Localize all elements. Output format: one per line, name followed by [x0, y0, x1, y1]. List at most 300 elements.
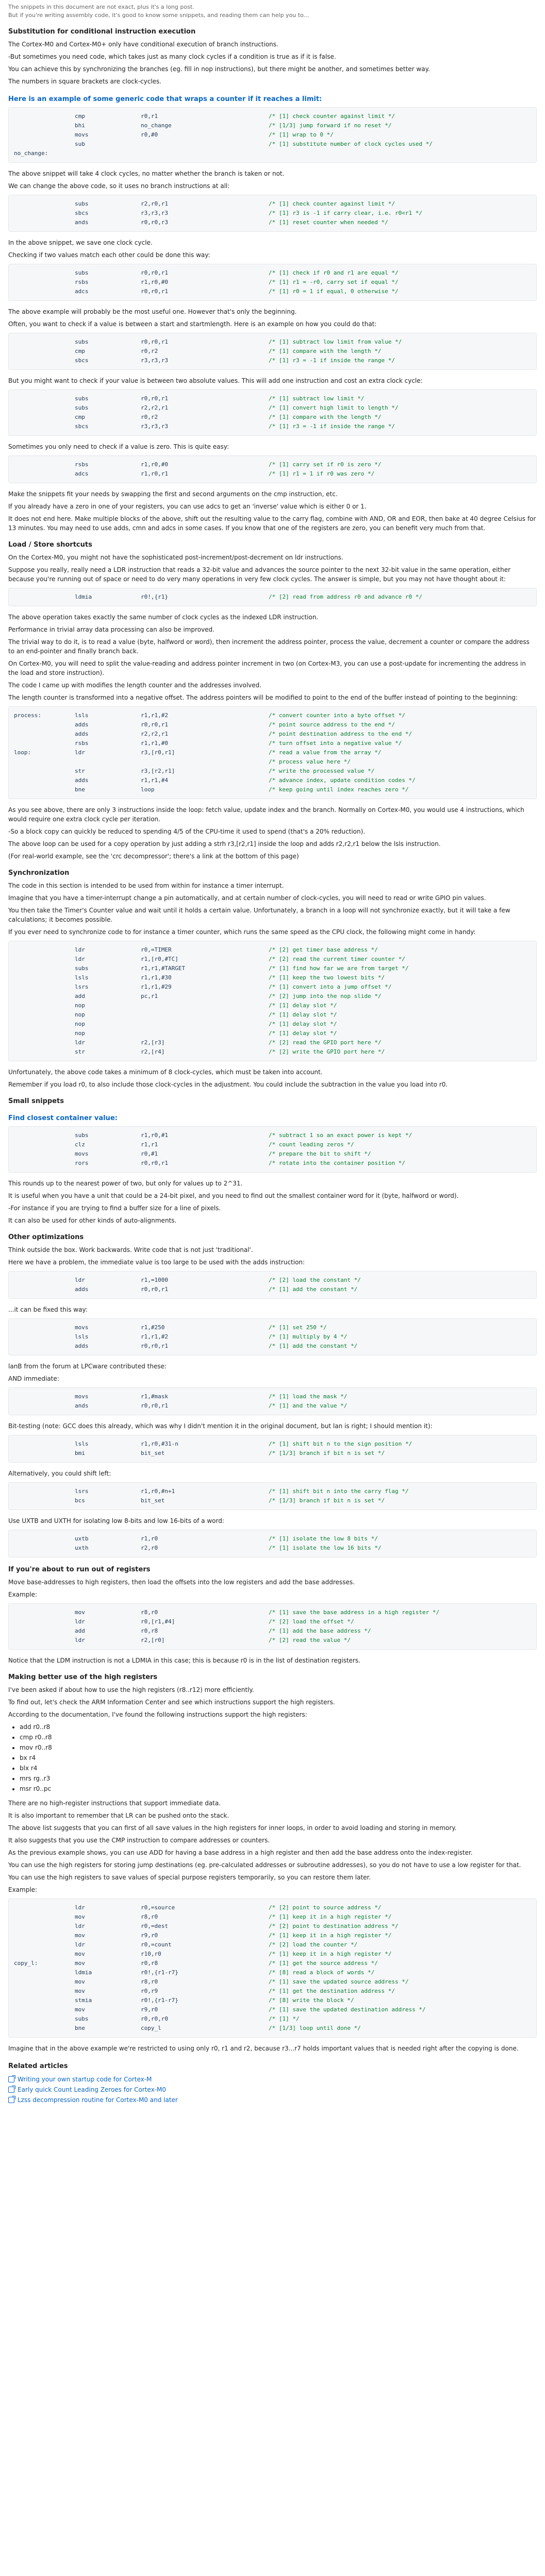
code-op: bhi	[75, 122, 85, 129]
code-label	[14, 2024, 71, 2033]
code-comment: /* subtract 1 so an exact power is kept */	[269, 1132, 412, 1139]
list-item: • mov r0..r8	[20, 1743, 537, 1752]
code-comment: /* [2] load the counter */	[269, 1941, 358, 1948]
code-comment: /* convert counter into a byte offset */	[269, 712, 405, 719]
document	[8, 0, 537, 2105]
code-label	[14, 1487, 71, 1496]
paragraph: The code in this section is intended to be used from within for instance a timer interrupt.	[8, 882, 284, 889]
paragraph: Performance in trivial array data processing can also be improved.	[8, 626, 214, 633]
code-op: adcs	[75, 470, 89, 477]
code-args: r3,[r2,r1]	[141, 768, 175, 774]
code-line	[14, 592, 531, 602]
external-link-icon	[8, 2087, 14, 2093]
code-label	[14, 1323, 71, 1332]
paragraph: According to the documentation, I've found the following instructions support the high registers:	[8, 1711, 307, 1718]
code-comment: /* [1] r3 = -1 if inside the range */	[269, 357, 395, 364]
code-comment: /* rotate into the container position */	[269, 1160, 405, 1166]
code-args	[141, 1029, 265, 1038]
code-op: mov	[75, 1932, 85, 1939]
paragraph: If you ever need to synchronize code to for instance a timer counter, which runs the same speed as the CPU clock, the following might come in handy:	[8, 928, 476, 936]
code-line	[14, 1449, 531, 1458]
code-op: movs	[75, 1393, 89, 1400]
code-op: mov	[75, 1913, 85, 1920]
code-block	[8, 1482, 537, 1510]
code-comment: /* [1] delay slot */	[269, 1002, 337, 1009]
code-label	[14, 1159, 71, 1168]
paragraph: Unfortunately, the above code takes a minimum of 8 clock-cycles, which must be taken into account.	[8, 1069, 323, 1076]
code-line	[14, 1001, 531, 1010]
code-line	[14, 964, 531, 973]
code-op: bne	[75, 2025, 85, 2031]
paragraph: You can achieve this by synchronizing the branches (eg. fill in nop instructions), but there might be another, and sometimes better way.	[8, 65, 430, 73]
code-line	[14, 413, 531, 422]
code-args: r0!,{r1-r7}	[141, 1969, 178, 1976]
paragraph: You can use the high registers for storing jump destinations (eg. pre-calculated addresses or subroutine addresses), so you do not have to use a low register for that.	[8, 1861, 521, 1869]
code-op: cmp	[75, 348, 85, 354]
code-args: r0,r0,r1	[141, 1286, 168, 1293]
list-item: • msr r0..pc	[20, 1784, 537, 1793]
code-label	[14, 1968, 71, 1977]
code-block	[8, 1387, 537, 1415]
code-op: add	[75, 993, 85, 999]
paragraph: This rounds up to the nearest power of two, but only for values up to 2^31.	[8, 1180, 243, 1187]
code-line	[14, 2014, 531, 2024]
code-label	[14, 1020, 71, 1029]
code-args: r2,r2,r1	[141, 731, 168, 737]
paragraph: It also suggests that you use the CMP instruction to compare addresses or counters.	[8, 1837, 270, 1844]
section	[8, 1097, 537, 1225]
section	[8, 869, 537, 1089]
paragraph: But you might want to check if your value is between two absolute values. This will add one instruction and cost an extra clock cycle:	[8, 377, 423, 384]
code-comment: /* [1] convert into a jump offset */	[269, 984, 392, 990]
code-args: r2,[r4]	[141, 1048, 165, 1055]
code-args	[141, 140, 265, 149]
code-comment: /* [2] point to destination address */	[269, 1923, 399, 1929]
code-line	[14, 140, 531, 149]
code-op: ldr	[75, 1039, 85, 1046]
paragraph: On Cortex-M0, you will need to split the value-reading and address pointer increment in two (on Cortex-M3, you can use a post-update for incrementing the address in the load and store instruction).	[8, 660, 526, 676]
section-title: Load / Store shortcuts	[8, 541, 92, 549]
code-args: r8,r0	[141, 1978, 158, 1985]
code-op: rsbs	[75, 461, 89, 468]
code-comment: /* [1] keep it in a high register */	[269, 1932, 392, 1939]
paragraph: You can use the high registers to save values of special purpose registers temporarily, so you can restore them later.	[8, 1874, 371, 1881]
related-item	[8, 2095, 537, 2105]
related-link[interactable]: Writing your own startup code for Cortex-M	[18, 2076, 152, 2083]
code-label	[14, 413, 71, 422]
code-label	[14, 1401, 71, 1411]
code-comment: /* [1] add the constant */	[269, 1286, 358, 1293]
paragraph: Think outside the box. Work backwards. Write code that is not just 'traditional'.	[8, 1246, 253, 1253]
code-line	[14, 1950, 531, 1959]
code-comment: /* [1] and the value */	[269, 1402, 348, 1409]
code-label	[14, 785, 71, 794]
code-line	[14, 1439, 531, 1449]
code-args: r1,[r0,#TC]	[141, 956, 178, 962]
code-label	[14, 121, 71, 130]
code-line	[14, 757, 531, 767]
code-comment	[269, 149, 531, 158]
paragraph: The above snippet will take 4 clock cycles, no matter whether the branch is taken or not.	[8, 170, 285, 177]
paragraph: It is useful when you have a unit that could be a 24-bit pixel, and you need to find out the smallest container word for it (byte, halfword or word).	[8, 1192, 459, 1199]
code-label	[14, 1922, 71, 1931]
code-op: adds	[75, 731, 89, 737]
code-label	[14, 964, 71, 973]
code-args: r1,r1	[141, 1141, 158, 1148]
paragraph: It is also important to remember that LR can be pushed onto the stack.	[8, 1812, 229, 1819]
code-label	[14, 469, 71, 479]
code-args: r2,r2,r1	[141, 404, 168, 411]
code-label	[14, 992, 71, 1001]
code-line	[14, 1038, 531, 1047]
code-comment: /* [1] save the updated destination address */	[269, 2006, 426, 2013]
paragraph: Notice that the LDM instruction is not a LDMIA in this case; this is because r0 is in the list of destination registers.	[8, 1657, 360, 1664]
code-label: no_change:	[14, 150, 48, 157]
code-line	[14, 1931, 531, 1940]
code-op: lsls	[75, 1333, 89, 1340]
code-block	[8, 941, 537, 1061]
code-line	[14, 1912, 531, 1922]
code-args: r2,r0,r1	[141, 200, 168, 207]
code-comment: /* [1] delay slot */	[269, 1030, 337, 1037]
code-args: r1,r0,r1	[141, 470, 168, 477]
code-op: subs	[75, 338, 89, 345]
code-args: r0,r0,r1	[141, 395, 168, 402]
code-op: ldr	[75, 1277, 85, 1283]
paragraph: It can also be used for other kinds of auto-alignments.	[8, 1217, 177, 1224]
code-comment: /* [1] compare with the length */	[269, 414, 382, 420]
code-comment: /* [1] subtract low limit from value */	[269, 338, 402, 345]
code-op: mov	[75, 1960, 85, 1967]
code-op: ldmia	[75, 1969, 92, 1976]
code-op: ldr	[75, 956, 85, 962]
code-label: process:	[14, 712, 41, 719]
code-args: r1,r0,#0	[141, 279, 168, 285]
code-block	[8, 264, 537, 301]
code-comment: /* [1] r0 = 1 if equal, 0 otherwise */	[269, 288, 399, 295]
code-comment: /* [1/3] jump forward if no reset */	[269, 122, 392, 129]
code-label	[14, 199, 71, 209]
external-link-icon	[8, 2076, 14, 2082]
code-comment: /* [2] read from address r0 and advance r0 */	[269, 594, 423, 600]
related-item	[8, 2074, 537, 2084]
list-item: • mrs rg..r3	[20, 1774, 537, 1783]
code-op: ldmia	[75, 594, 92, 600]
code-comment: /* [1] delay slot */	[269, 1021, 337, 1027]
code-op: ldr	[75, 946, 85, 953]
code-op: stmia	[75, 1997, 92, 2004]
paragraph: Remember if you load r0, to also include those clock-cycles in the adjustment. You could include the subtraction in the value you load into r0.	[8, 1081, 448, 1088]
code-args: r1,=1000	[141, 1277, 168, 1283]
code-comment: /* [1] isolate the low 8 bits */	[269, 1535, 378, 1542]
code-line	[14, 767, 531, 776]
code-op	[75, 757, 137, 767]
code-op: adds	[75, 777, 89, 784]
code-line	[14, 469, 531, 479]
code-op: movs	[75, 131, 89, 138]
code-op: lsrs	[75, 984, 89, 990]
code-args: r0,r1	[141, 113, 158, 120]
list-item: • cmp r0..r8	[20, 1733, 537, 1742]
subsection-title: Find closest container value:	[8, 1114, 118, 1122]
code-args: r1,r0,#0	[141, 461, 168, 468]
code-op: adds	[75, 1286, 89, 1293]
code-line	[14, 1968, 531, 1977]
code-comment: /* [1] shift bit n into the carry flag */	[269, 1488, 409, 1495]
code-comment: /* [1] get the source address */	[269, 1960, 378, 1967]
code-op: movs	[75, 1150, 89, 1157]
code-comment: /* [1] */	[269, 2015, 300, 2022]
paragraph: There are no high-register instructions that support immediate data.	[8, 1800, 221, 1807]
code-comment: /* [1] r1 = 1 if r0 was zero */	[269, 470, 375, 477]
code-op: nop	[75, 1002, 85, 1009]
code-block	[8, 1899, 537, 2038]
code-comment: /* [1] check counter against limit */	[269, 113, 395, 120]
code-comment: /* point destination address to the end */	[269, 731, 412, 737]
code-comment: /* [1] substitute number of clock cycles used */	[269, 141, 433, 147]
code-label	[14, 1001, 71, 1010]
section-title: Making better use of the high registers	[8, 1673, 158, 1681]
code-line	[14, 209, 531, 218]
paragraph: lanB from the forum at LPCware contributed these:	[8, 1363, 167, 1370]
code-comment: /* [1] reset counter when needed */	[269, 219, 388, 226]
code-comment: /* [2] read the current timer counter */	[269, 956, 405, 962]
code-comment: /* read a value from the array */	[269, 749, 382, 756]
code-line	[14, 2024, 531, 2033]
code-label	[14, 1931, 71, 1940]
section	[8, 1566, 537, 1665]
code-op: mov	[75, 1951, 85, 1957]
code-comment: /* [1] add the constant */	[269, 1343, 358, 1349]
code-comment: /* [1] compare with the length */	[269, 348, 382, 354]
code-comment: /* [2] jump into the nop slide */	[269, 993, 382, 999]
code-line	[14, 1534, 531, 1544]
code-label	[14, 1544, 71, 1553]
code-op: ldr	[75, 1904, 85, 1911]
code-comment: /* point source address to the end */	[269, 721, 395, 728]
code-op: bmi	[75, 1450, 85, 1456]
code-comment: /* turn offset into a negative value */	[269, 740, 402, 747]
code-args: r0,=dest	[141, 1923, 168, 1929]
code-args	[141, 1001, 265, 1010]
code-comment: /* process value here */	[269, 758, 351, 765]
code-label	[14, 1617, 71, 1626]
paragraph: The Cortex-M0 and Cortex-M0+ only have conditional execution of branch instructions.	[8, 41, 278, 48]
code-comment: /* [1] shift bit n to the sign position */	[269, 1440, 412, 1447]
paragraph: The above operation takes exactly the same number of clock cycles as the indexed LDR instruction.	[8, 614, 319, 621]
paragraph: Move base-addresses to high registers, then load the offsets into the low registers and add the base addresses.	[8, 1579, 355, 1586]
paragraph: AND immediate:	[8, 1375, 59, 1382]
section	[8, 1233, 537, 1557]
code-comment: /* [2] read the value */	[269, 1637, 351, 1643]
code-label	[14, 767, 71, 776]
list-item: • blx r4	[20, 1764, 537, 1773]
section	[8, 1673, 537, 2053]
code-label	[14, 592, 71, 602]
code-label	[14, 1029, 71, 1038]
code-args: r1,r1,#2	[141, 712, 168, 719]
code-args: copy_l	[141, 2025, 161, 2031]
code-op: nop	[75, 1021, 85, 1027]
code-op: ldr	[75, 1923, 85, 1929]
code-line	[14, 1977, 531, 1987]
paragraph: In the above snippet, we save one clock cycle.	[8, 239, 153, 246]
code-label	[14, 1285, 71, 1294]
paragraph: Example:	[8, 1591, 38, 1598]
paragraph: Use UXTB and UXTH for isolating low 8-bits and low 16-bits of a word:	[8, 1517, 224, 1524]
paragraph: Imagine that you have a timer-interrupt change a pin automatically, and at certain number of clock-cycles, you will need to read or write GPIO pin values.	[8, 894, 486, 902]
code-args: r0,r0,r1	[141, 288, 168, 295]
code-line	[14, 1987, 531, 1996]
paragraph: On the Cortex-M0, you might not have the sophisticated post-increment/post-decrement on ldr instructions.	[8, 554, 343, 561]
section	[8, 28, 537, 533]
code-comment: /* [1/3] loop until done */	[269, 2025, 361, 2031]
code-args: r1,r0	[141, 1535, 158, 1542]
paragraph: You then take the Timer's Counter value and wait until it holds a certain value. Unfortunately, a branch in a loop will not synchronize exactly, but it will take a few calculations; it becomes possible.	[8, 907, 510, 923]
code-args: r1,r1,#4	[141, 777, 168, 784]
code-label	[14, 337, 71, 347]
code-comment: /* keep going until index reaches zero */	[269, 786, 409, 793]
code-line	[14, 347, 531, 356]
related-link[interactable]: Lzss decompression routine for Cortex-M0 and later	[18, 2096, 178, 2104]
code-line	[14, 776, 531, 785]
code-label	[14, 268, 71, 278]
code-label: loop:	[14, 749, 31, 756]
code-comment: /* [1] r1 = -r0, carry set if equal */	[269, 279, 399, 285]
paragraph: Alternatively, you could shift left:	[8, 1470, 111, 1477]
section-title: Small snippets	[8, 1097, 64, 1105]
code-op: mov	[75, 2006, 85, 2013]
code-args: r0,r2	[141, 414, 158, 420]
code-op	[75, 149, 137, 158]
code-comment: /* [2] read the GPIO port here */	[269, 1039, 382, 1046]
code-args: r0,=TIMER	[141, 946, 172, 953]
code-line	[14, 730, 531, 739]
paragraph: The numbers in square brackets are clock-cycles.	[8, 78, 162, 85]
code-line	[14, 1959, 531, 1968]
code-comment: /* [1] wrap to 0 */	[269, 131, 334, 138]
code-line	[14, 112, 531, 121]
code-op: subs	[75, 965, 89, 972]
code-op: mov	[75, 1609, 85, 1616]
code-args: r1,r1,#29	[141, 984, 172, 990]
code-label	[14, 1903, 71, 1912]
code-op: subs	[75, 2015, 89, 2022]
code-comment: /* [1/3] branch if bit n is set */	[269, 1497, 385, 1504]
code-label	[14, 1332, 71, 1342]
code-args: r1,#250	[141, 1324, 165, 1331]
code-op: adds	[75, 1343, 89, 1349]
code-args: r1,r1,#TARGET	[141, 965, 186, 972]
code-args: r0,r0,r1	[141, 269, 168, 276]
code-args	[141, 149, 265, 158]
code-line	[14, 1903, 531, 1912]
code-label	[14, 973, 71, 982]
code-args: r0,r8	[141, 1960, 158, 1967]
code-op: mov	[75, 1978, 85, 1985]
code-op: subs	[75, 395, 89, 402]
related-list	[8, 2074, 537, 2105]
code-label	[14, 460, 71, 469]
code-line	[14, 711, 531, 720]
code-label	[14, 776, 71, 785]
code-comment: /* [1] save the base address in a high register */	[269, 1609, 440, 1616]
code-line	[14, 218, 531, 227]
code-args: r10,r0	[141, 1951, 161, 1957]
code-args: r1,r1,#2	[141, 1333, 168, 1340]
section-title: If you're about to run out of registers	[8, 1566, 151, 1573]
code-comment: /* [1] carry set if r0 is zero */	[269, 461, 382, 468]
code-op: subs	[75, 404, 89, 411]
intro-line: The snippets in this document are not exact, plus it's a long post.	[8, 4, 194, 10]
code-comment: /* prepare the bit to shift */	[269, 1150, 371, 1157]
code-args: r8,r0	[141, 1609, 158, 1616]
code-label	[14, 720, 71, 730]
list-item: • bx r4	[20, 1753, 537, 1762]
code-label	[14, 1940, 71, 1950]
code-op: rsbs	[75, 740, 89, 747]
code-op: str	[75, 1048, 85, 1055]
code-args: r1,r1,#30	[141, 974, 172, 981]
code-op: bcs	[75, 1497, 85, 1504]
code-label	[14, 945, 71, 955]
paragraph: The trivial way to do it, is to read a value (byte, halfword or word), then increment the address pointer, process the value, decrement a counter or compare the address to an end-pointer and finally branch back.	[8, 638, 530, 655]
code-args: r1,r0,#n+1	[141, 1488, 175, 1495]
code-line	[14, 1496, 531, 1505]
code-op: sbcs	[75, 357, 89, 364]
code-label	[14, 982, 71, 992]
code-label	[14, 1038, 71, 1047]
code-line	[14, 199, 531, 209]
code-label	[14, 403, 71, 413]
related-link[interactable]: Early quick Count Leading Zeroes for Cortex-M0	[18, 2086, 167, 2093]
paragraph: Example:	[8, 1886, 38, 1893]
paragraph: Bit-testing (note: GCC does this already, which was why I didn't mention it in the original document, but lan is right; I should mention it):	[8, 1422, 433, 1430]
code-args: r0,r0,r1	[141, 1343, 168, 1349]
code-line	[14, 1544, 531, 1553]
code-line	[14, 739, 531, 748]
code-line	[14, 1131, 531, 1140]
code-comment: /* [1] r3 = -1 if inside the range */	[269, 423, 395, 430]
code-op: uxtb	[75, 1535, 89, 1542]
code-op: adcs	[75, 288, 89, 295]
code-args: r1,#mask	[141, 1393, 168, 1400]
code-block	[8, 455, 537, 483]
code-args: r9,r0	[141, 1932, 158, 1939]
code-op: rsbs	[75, 279, 89, 285]
paragraph: Sometimes you only need to check if a value is zero. This is quite easy:	[8, 443, 229, 450]
code-comment: /* [1] keep the two lowest bits */	[269, 974, 385, 981]
code-line	[14, 422, 531, 431]
code-comment: /* [2] get timer base address */	[269, 946, 378, 953]
code-line	[14, 2005, 531, 2014]
code-line	[14, 1020, 531, 1029]
code-label	[14, 1636, 71, 1645]
code-comment: /* [2] write the GPIO port here */	[269, 1048, 385, 1055]
code-args: r9,r0	[141, 2006, 158, 2013]
paragraph: ...it can be fixed this way:	[8, 1306, 88, 1313]
code-comment: /* [2] load the offset */	[269, 1618, 354, 1625]
code-line	[14, 149, 531, 158]
code-comment: /* count leading zeros */	[269, 1141, 354, 1148]
code-label	[14, 1392, 71, 1401]
code-comment: /* write the processed value */	[269, 768, 375, 774]
code-op: lsls	[75, 974, 89, 981]
code-label	[14, 112, 71, 121]
code-args	[141, 1010, 265, 1020]
related-title: Related articles	[8, 2062, 68, 2070]
code-op: ldr	[75, 1941, 85, 1948]
